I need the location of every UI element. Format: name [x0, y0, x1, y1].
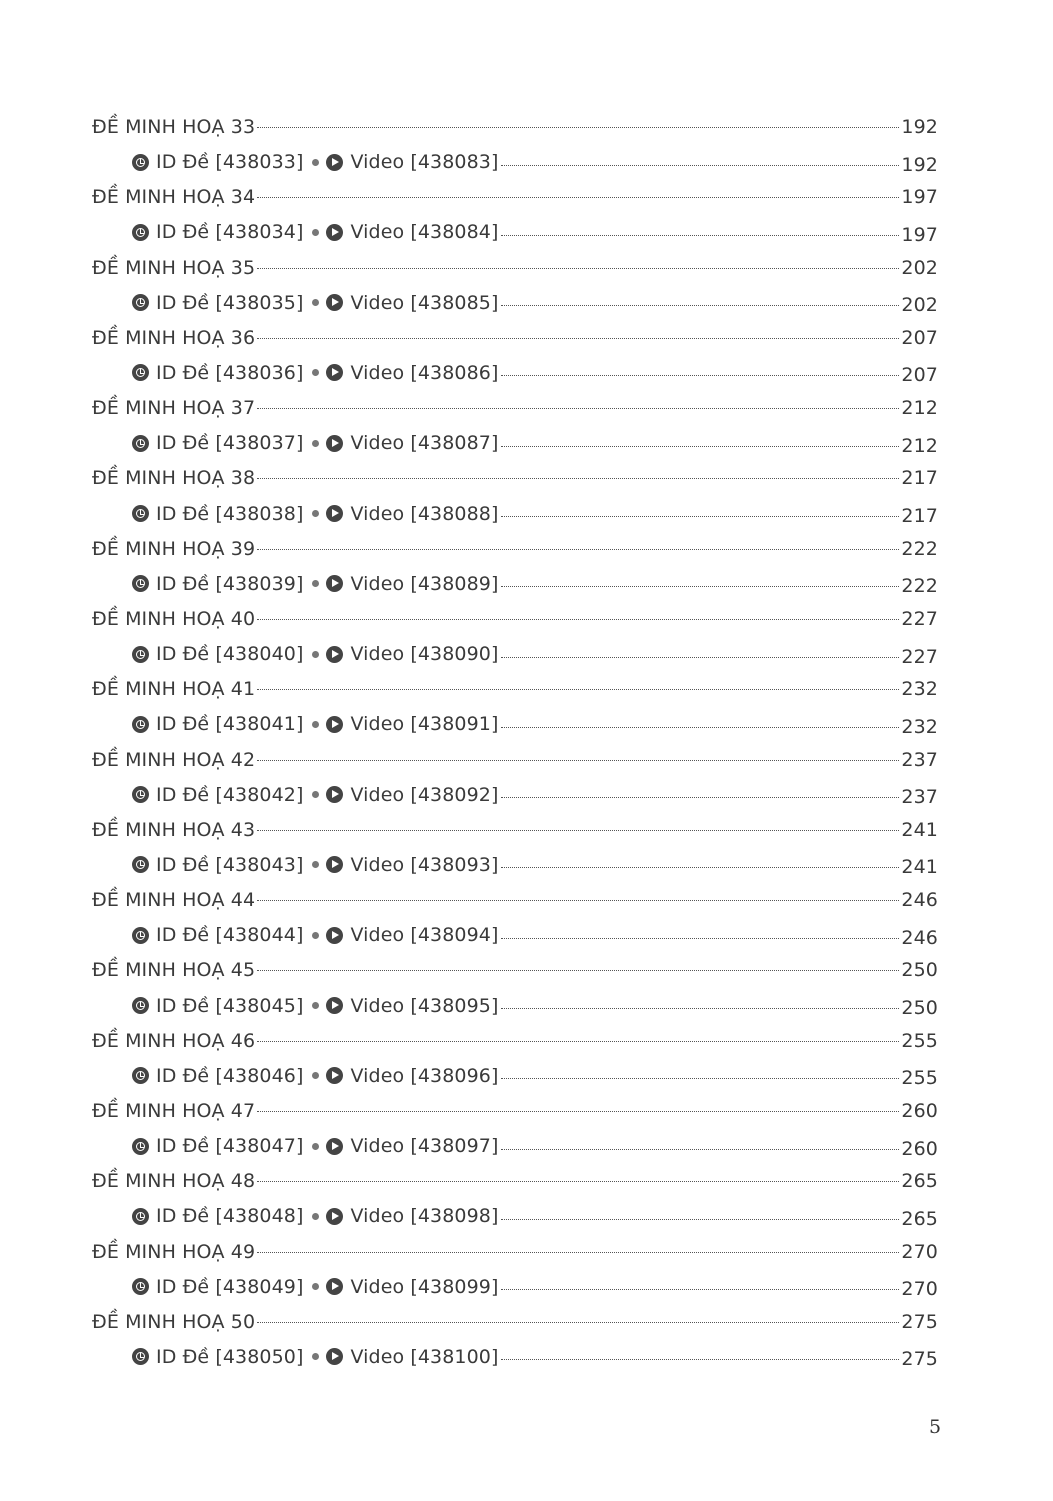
toc-subentry[interactable] — [92, 784, 938, 819]
dot-leader — [501, 797, 900, 798]
subentry-meta — [132, 713, 499, 735]
clock-icon — [132, 1208, 149, 1225]
bullet-dot — [312, 651, 319, 658]
toc-subentry[interactable] — [92, 924, 938, 959]
table-of-contents — [92, 116, 938, 1381]
clock-icon — [132, 716, 149, 733]
dot-leader — [257, 549, 899, 550]
entry-title: ĐỀ MINH HOẠ 45 — [92, 959, 256, 982]
toc-entry[interactable] — [92, 959, 938, 994]
subentry-meta — [132, 573, 499, 595]
id-label: ID Đề [438042] — [156, 783, 304, 806]
entry-title: ĐỀ MINH HOẠ 38 — [92, 467, 256, 490]
toc-subentry[interactable] — [92, 1065, 938, 1100]
video-label: Video [438085] — [350, 291, 499, 314]
subentry-meta — [132, 151, 499, 173]
entry-title: ĐỀ MINH HOẠ 35 — [92, 256, 256, 279]
id-label: ID Đề [438043] — [156, 853, 304, 876]
entry-title: ĐỀ MINH HOẠ 41 — [92, 678, 256, 701]
dot-leader — [501, 586, 900, 587]
dot-leader — [257, 197, 899, 198]
toc-entry[interactable] — [92, 749, 938, 784]
toc-subentry[interactable] — [92, 221, 938, 256]
subentry-page: 241 — [901, 856, 938, 879]
entry-title: ĐỀ MINH HOẠ 49 — [92, 1240, 256, 1263]
entry-page: 237 — [901, 748, 938, 771]
subentry-meta — [132, 221, 499, 243]
subentry-page: 197 — [901, 223, 938, 246]
toc-subentry[interactable] — [92, 362, 938, 397]
id-label: ID Đề [438035] — [156, 291, 304, 314]
clock-icon — [132, 364, 149, 381]
toc-subentry[interactable] — [92, 1205, 938, 1240]
play-icon — [326, 435, 343, 452]
bullet-dot — [312, 440, 319, 447]
dot-leader — [257, 478, 899, 479]
entry-page: 217 — [901, 467, 938, 490]
subentry-meta — [132, 362, 499, 384]
subentry-meta — [132, 1205, 499, 1227]
subentry-page: 222 — [901, 575, 938, 598]
video-label: Video [438096] — [350, 1064, 499, 1087]
clock-icon — [132, 927, 149, 944]
bullet-dot — [312, 1283, 319, 1290]
entry-page: 250 — [901, 959, 938, 982]
entry-page: 212 — [901, 397, 938, 420]
dot-leader — [501, 1289, 900, 1290]
subentry-page: 270 — [901, 1278, 938, 1301]
toc-subentry[interactable] — [92, 151, 938, 186]
entry-page: 227 — [901, 607, 938, 630]
clock-icon — [132, 786, 149, 803]
dot-leader — [257, 127, 899, 128]
toc-entry[interactable] — [92, 327, 938, 362]
dot-leader — [501, 938, 900, 939]
clock-icon — [132, 856, 149, 873]
subentry-page: 207 — [901, 364, 938, 387]
toc-subentry[interactable] — [92, 995, 938, 1030]
play-icon — [326, 575, 343, 592]
video-label: Video [438084] — [350, 221, 499, 244]
toc-entry[interactable] — [92, 397, 938, 432]
entry-page: 275 — [901, 1310, 938, 1333]
dot-leader — [257, 689, 899, 690]
video-label: Video [438086] — [350, 361, 499, 384]
video-label: Video [438091] — [350, 713, 499, 736]
video-label: Video [438089] — [350, 572, 499, 595]
entry-page: 246 — [901, 889, 938, 912]
toc-subentry[interactable] — [92, 1135, 938, 1170]
subentry-page: 255 — [901, 1067, 938, 1090]
bullet-dot — [312, 791, 319, 798]
entry-title: ĐỀ MINH HOẠ 40 — [92, 607, 256, 630]
bullet-dot — [312, 510, 319, 517]
entry-title: ĐỀ MINH HOẠ 34 — [92, 186, 256, 209]
toc-subentry[interactable] — [92, 854, 938, 889]
subentry-meta — [132, 1135, 499, 1157]
subentry-page: 265 — [901, 1207, 938, 1230]
entry-page: 260 — [901, 1099, 938, 1122]
toc-entry[interactable] — [92, 186, 938, 221]
dot-leader — [501, 446, 900, 447]
subentry-page: 250 — [901, 997, 938, 1020]
clock-icon — [132, 435, 149, 452]
entry-page: 207 — [901, 326, 938, 349]
dot-leader — [257, 1252, 899, 1253]
entry-page: 265 — [901, 1170, 938, 1193]
dot-leader — [501, 305, 900, 306]
entry-page: 202 — [901, 256, 938, 279]
play-icon — [326, 856, 343, 873]
subentry-page: 260 — [901, 1137, 938, 1160]
clock-icon — [132, 997, 149, 1014]
id-label: ID Đề [438044] — [156, 924, 304, 947]
toc-entry[interactable] — [92, 819, 938, 854]
id-label: ID Đề [438047] — [156, 1135, 304, 1158]
subentry-page: 275 — [901, 1348, 938, 1371]
subentry-meta — [132, 784, 499, 806]
dot-leader — [501, 235, 900, 236]
dot-leader — [501, 1359, 900, 1360]
play-icon — [326, 154, 343, 171]
entry-page: 192 — [901, 116, 938, 138]
entry-page: 232 — [901, 678, 938, 701]
subentry-page: 227 — [901, 645, 938, 668]
play-icon — [326, 1278, 343, 1295]
video-label: Video [438099] — [350, 1275, 499, 1298]
dot-leader — [501, 1078, 900, 1079]
toc-entry[interactable] — [92, 467, 938, 502]
bullet-dot — [312, 1072, 319, 1079]
subentry-meta — [132, 1346, 499, 1368]
toc-subentry[interactable] — [92, 1346, 938, 1381]
toc-subentry[interactable] — [92, 1276, 938, 1311]
video-label: Video [438100] — [350, 1345, 499, 1368]
play-icon — [326, 716, 343, 733]
dot-leader — [257, 338, 899, 339]
id-label: ID Đề [438039] — [156, 572, 304, 595]
subentry-page: 237 — [901, 786, 938, 809]
subentry-page: 192 — [901, 153, 938, 176]
subentry-page: 246 — [901, 926, 938, 949]
dot-leader — [501, 867, 900, 868]
entry-title: ĐỀ MINH HOẠ 44 — [92, 889, 256, 912]
subentry-meta — [132, 924, 499, 946]
id-label: ID Đề [438037] — [156, 432, 304, 455]
toc-entry[interactable] — [92, 257, 938, 292]
play-icon — [326, 364, 343, 381]
clock-icon — [132, 1067, 149, 1084]
dot-leader — [501, 1008, 900, 1009]
dot-leader — [257, 619, 899, 620]
video-label: Video [438090] — [350, 643, 499, 666]
bullet-dot — [312, 1143, 319, 1150]
toc-subentry[interactable] — [92, 713, 938, 748]
play-icon — [326, 294, 343, 311]
entry-title: ĐỀ MINH HOẠ 46 — [92, 1029, 256, 1052]
entry-title: ĐỀ MINH HOẠ 47 — [92, 1099, 256, 1122]
toc-entry[interactable] — [92, 608, 938, 643]
toc-entry[interactable] — [92, 1311, 938, 1346]
subentry-meta — [132, 643, 499, 665]
toc-entry[interactable] — [92, 538, 938, 573]
bullet-dot — [312, 229, 319, 236]
entry-title: ĐỀ MINH HOẠ 39 — [92, 537, 256, 560]
video-label: Video [438094] — [350, 924, 499, 947]
toc-entry[interactable] — [92, 889, 938, 924]
video-label: Video [438083] — [350, 151, 499, 174]
dot-leader — [257, 268, 899, 269]
toc-subentry[interactable] — [92, 643, 938, 678]
dot-leader — [501, 657, 900, 658]
subentry-meta — [132, 1065, 499, 1087]
subentry-meta — [132, 432, 499, 454]
dot-leader — [257, 408, 899, 409]
toc-subentry[interactable] — [92, 503, 938, 538]
bullet-dot — [312, 1353, 319, 1360]
subentry-meta — [132, 292, 499, 314]
toc-entry[interactable] — [92, 116, 938, 151]
bullet-dot — [312, 861, 319, 868]
bullet-dot — [312, 580, 319, 587]
toc-entry[interactable] — [92, 1100, 938, 1135]
entry-page: 270 — [901, 1240, 938, 1263]
clock-icon — [132, 646, 149, 663]
dot-leader — [501, 375, 900, 376]
dot-leader — [257, 1322, 899, 1323]
bullet-dot — [312, 721, 319, 728]
entry-page: 197 — [901, 186, 938, 209]
subentry-meta — [132, 995, 499, 1017]
id-label: ID Đề [438046] — [156, 1064, 304, 1087]
subentry-page: 232 — [901, 715, 938, 738]
dot-leader — [257, 1181, 899, 1182]
subentry-page: 202 — [901, 294, 938, 317]
entry-title: ĐỀ MINH HOẠ 42 — [92, 748, 256, 771]
entry-title: ĐỀ MINH HOẠ 37 — [92, 397, 256, 420]
entry-title: ĐỀ MINH HOẠ 43 — [92, 818, 256, 841]
page-number: 5 — [929, 1416, 942, 1438]
clock-icon — [132, 1278, 149, 1295]
toc-subentry[interactable] — [92, 292, 938, 327]
entry-page: 255 — [901, 1029, 938, 1052]
play-icon — [326, 1067, 343, 1084]
play-icon — [326, 1348, 343, 1365]
clock-icon — [132, 575, 149, 592]
id-label: ID Đề [438036] — [156, 361, 304, 384]
id-label: ID Đề [438045] — [156, 994, 304, 1017]
play-icon — [326, 997, 343, 1014]
dot-leader — [257, 1041, 899, 1042]
video-label: Video [438088] — [350, 502, 499, 525]
toc-entry[interactable] — [92, 1170, 938, 1205]
clock-icon — [132, 154, 149, 171]
bullet-dot — [312, 1002, 319, 1009]
toc-subentry[interactable] — [92, 573, 938, 608]
dot-leader — [257, 1111, 899, 1112]
dot-leader — [501, 1149, 900, 1150]
subentry-meta — [132, 1276, 499, 1298]
play-icon — [326, 927, 343, 944]
dot-leader — [501, 516, 900, 517]
bullet-dot — [312, 932, 319, 939]
entry-title: ĐỀ MINH HOẠ 50 — [92, 1310, 256, 1333]
bullet-dot — [312, 299, 319, 306]
entry-page: 222 — [901, 537, 938, 560]
clock-icon — [132, 224, 149, 241]
subentry-meta — [132, 854, 499, 876]
toc-entry[interactable] — [92, 678, 938, 713]
id-label: ID Đề [438040] — [156, 643, 304, 666]
toc-subentry[interactable] — [92, 432, 938, 467]
entry-page: 241 — [901, 818, 938, 841]
clock-icon — [132, 1138, 149, 1155]
bullet-dot — [312, 159, 319, 166]
video-label: Video [438092] — [350, 783, 499, 806]
play-icon — [326, 1138, 343, 1155]
entry-title: ĐỀ MINH HOẠ 36 — [92, 326, 256, 349]
dot-leader — [257, 970, 899, 971]
video-label: Video [438093] — [350, 853, 499, 876]
play-icon — [326, 646, 343, 663]
video-label: Video [438097] — [350, 1135, 499, 1158]
subentry-page: 217 — [901, 505, 938, 528]
id-label: ID Đề [438033] — [156, 151, 304, 174]
id-label: ID Đề [438048] — [156, 1205, 304, 1228]
toc-entry[interactable] — [92, 1030, 938, 1065]
video-label: Video [438095] — [350, 994, 499, 1017]
dot-leader — [501, 1219, 900, 1220]
entry-title: ĐỀ MINH HOẠ 48 — [92, 1170, 256, 1193]
play-icon — [326, 786, 343, 803]
play-icon — [326, 505, 343, 522]
bullet-dot — [312, 1213, 319, 1220]
id-label: ID Đề [438034] — [156, 221, 304, 244]
play-icon — [326, 1208, 343, 1225]
toc-entry[interactable] — [92, 1241, 938, 1276]
clock-icon — [132, 1348, 149, 1365]
id-label: ID Đề [438050] — [156, 1345, 304, 1368]
subentry-page: 212 — [901, 434, 938, 457]
id-label: ID Đề [438041] — [156, 713, 304, 736]
dot-leader — [257, 900, 899, 901]
subentry-meta — [132, 503, 499, 525]
play-icon — [326, 224, 343, 241]
dot-leader — [501, 165, 900, 166]
bullet-dot — [312, 369, 319, 376]
video-label: Video [438098] — [350, 1205, 499, 1228]
dot-leader — [257, 760, 899, 761]
entry-title: ĐỀ MINH HOẠ 33 — [92, 116, 256, 138]
clock-icon — [132, 294, 149, 311]
dot-leader — [257, 830, 899, 831]
clock-icon — [132, 505, 149, 522]
dot-leader — [501, 727, 900, 728]
video-label: Video [438087] — [350, 432, 499, 455]
id-label: ID Đề [438038] — [156, 502, 304, 525]
id-label: ID Đề [438049] — [156, 1275, 304, 1298]
